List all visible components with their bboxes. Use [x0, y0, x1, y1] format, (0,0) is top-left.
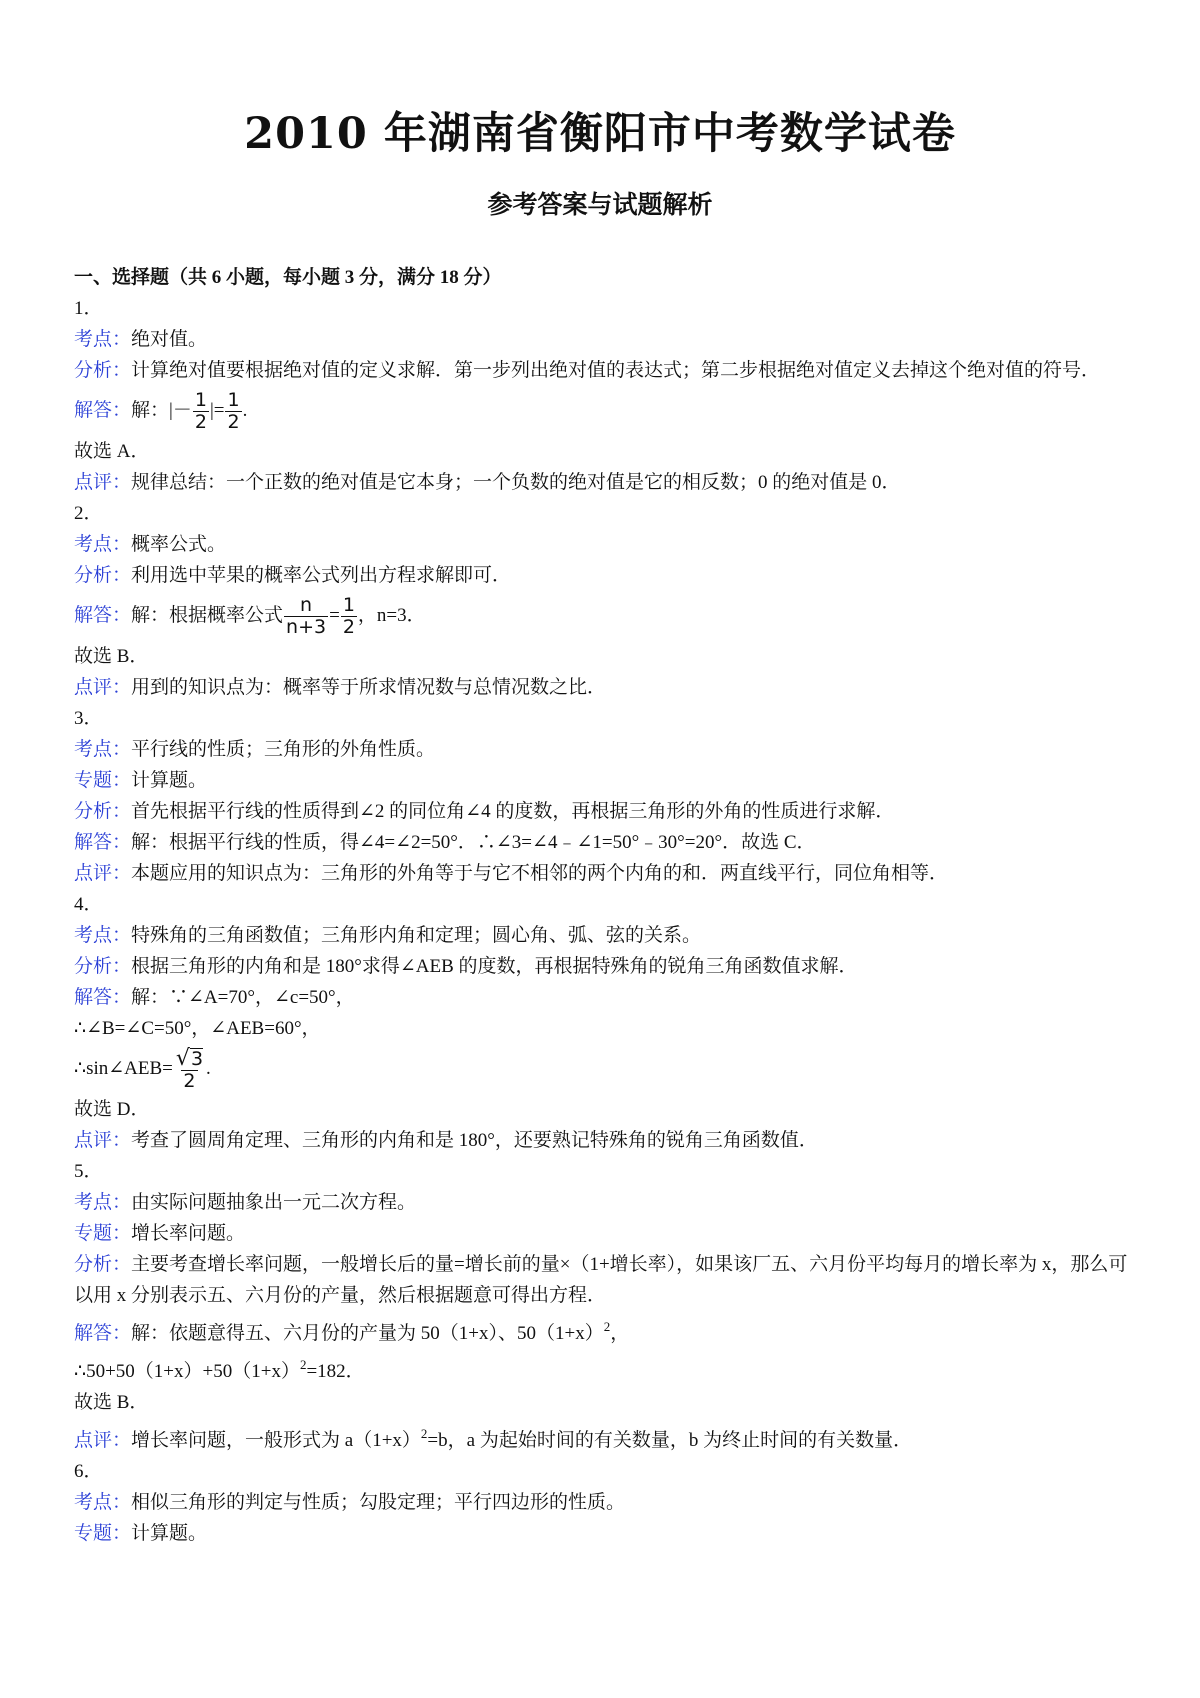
line-end: .: [206, 1058, 211, 1079]
dianping-text: 用到的知识点为：概率等于所求情况数与总情况数之比．: [131, 677, 607, 698]
equals-sign: =: [329, 605, 340, 626]
q2-answer: 故选 B．: [74, 646, 149, 667]
zhuanti-label: 专题：: [74, 1223, 132, 1244]
q4-dianping: [74, 1125, 1144, 1156]
jieda-label: 解答：: [74, 1323, 132, 1344]
fraction-numerator: 1: [342, 594, 355, 617]
jieda-end: .: [242, 400, 248, 421]
kaodian-label: 考点：: [74, 329, 132, 350]
fenxi-label: 分析：: [74, 956, 132, 977]
fenxi-label: 分析：: [74, 801, 132, 822]
jieda-label: 解答：: [74, 987, 132, 1008]
q6-zhuanti: [74, 1518, 1144, 1549]
q5-jieda-line-2: [74, 1349, 1144, 1387]
kaodian-text: 绝对值。: [131, 329, 208, 350]
q2-jieda: [74, 591, 1144, 641]
q2-kaodian: [74, 529, 1144, 560]
dianping-text-end: =b，a 为起始时间的有关数量，b 为终止时间的有关数量．: [427, 1430, 913, 1451]
q1-fenxi: [74, 355, 1144, 386]
kaodian-text: 概率公式。: [131, 534, 227, 555]
kaodian-label: 考点：: [74, 1492, 132, 1513]
fenxi-text: 利用选中苹果的概率公式列出方程求解即可．: [131, 565, 512, 586]
q2-dianping: [74, 672, 1144, 703]
dianping-label: 点评：: [74, 1430, 132, 1451]
zhuanti-text: 计算题。: [131, 1523, 208, 1544]
dianping-label: 点评：: [74, 472, 132, 493]
zhuanti-text: 增长率问题。: [131, 1223, 246, 1244]
q5-zhuanti: [74, 1218, 1144, 1249]
exponent: 2: [420, 1426, 428, 1441]
q3-jieda: [74, 827, 1144, 858]
jieda-label: 解答：: [74, 832, 132, 853]
jieda-prefix: 解：: [131, 400, 170, 421]
fraction: [193, 390, 209, 433]
q2-fenxi: [74, 560, 1144, 591]
fenxi-label: 分析：: [74, 565, 132, 586]
sin-prefix: ∴sin∠AEB=: [74, 1058, 173, 1079]
dianping-label: 点评：: [74, 863, 132, 884]
q3-zhuanti: [74, 765, 1144, 796]
equation-text: ∴50+50（1+x）+50（1+x）: [74, 1361, 300, 1382]
q4-jieda: [74, 982, 1144, 1013]
dianping-text: 考查了圆周角定理、三角形的内角和是 180°，还要熟记特殊角的锐角三角函数值．: [131, 1130, 818, 1151]
q3-fenxi: [74, 796, 1144, 827]
fenxi-text: 首先根据平行线的性质得到∠2 的同位角∠4 的度数，再根据三角形的外角的性质进行求解．: [131, 801, 895, 822]
exponent: 2: [603, 1319, 611, 1334]
fraction-numerator: n: [300, 594, 313, 617]
dianping-text: 规律总结：一个正数的绝对值是它本身；一个负数的绝对值是它的相反数；0 的绝对值是 0．: [131, 472, 901, 493]
q4-answer: 故选 D．: [74, 1099, 150, 1120]
kaodian-label: 考点：: [74, 739, 132, 760]
fraction-denominator: 2: [342, 616, 355, 639]
dianping-label: 点评：: [74, 677, 132, 698]
fenxi-text: 计算绝对值要根据绝对值的定义求解．第一步列出绝对值的表达式；第二步根据绝对值定义去掉这个绝对值的符号．: [131, 360, 1101, 381]
document-title: 2010 年湖南省衡阳市中考数学试卷: [244, 109, 956, 159]
document-subtitle: 参考答案与试题解析: [487, 190, 713, 219]
q4-jieda-line-2: ∴∠B=∠C=50°，∠AEB=60°，: [74, 1018, 321, 1039]
jieda-label: 解答：: [74, 400, 132, 421]
fraction-denominator: n+3: [286, 616, 327, 639]
kaodian-label: 考点：: [74, 534, 132, 555]
fenxi-text: 主要考查增长率问题，一般增长后的量=增长前的量×（1+增长率），如果该厂五、六月份平均每月的增长率为 x，那么可以用 x 分别表示五、六月份的产量，然后根据题意可得出方程．: [74, 1254, 1128, 1306]
kaodian-label: 考点：: [74, 925, 132, 946]
exponent: 2: [299, 1357, 307, 1372]
q5-kaodian: [74, 1187, 1144, 1218]
fraction: [174, 1045, 205, 1092]
kaodian-text: 特殊角的三角函数值；三角形内角和定理；圆心角、弧、弦的关系。: [131, 925, 702, 946]
zhuanti-text: 计算题。: [131, 770, 208, 791]
question-6-number: 6．: [74, 1461, 103, 1482]
q5-dianping: [74, 1418, 1144, 1456]
q1-kaodian: [74, 324, 1144, 355]
question-1-number: 1．: [74, 298, 103, 319]
section-heading: 一、选择题（共 6 小题，每小题 3 分，满分 18 分）: [74, 267, 502, 288]
jieda-prefix: 解：根据概率公式: [131, 605, 284, 626]
q5-jieda: [74, 1311, 1144, 1349]
q1-dianping: [74, 467, 1144, 498]
q3-kaodian: [74, 734, 1144, 765]
equation-text-end: =182．: [306, 1361, 365, 1382]
fraction: [225, 390, 241, 433]
jieda-text: 解：依题意得五、六月份的产量为 50（1+x）、50（1+x）: [131, 1323, 604, 1344]
abs-left: |－: [169, 400, 192, 421]
abs-right: |=: [209, 400, 225, 421]
jieda-text: 解：根据平行线的性质，得∠4=∠2=50°．∴∠3=∠4﹣∠1=50°﹣30°=20°．故选 C．: [131, 832, 816, 853]
fenxi-label: 分析：: [74, 360, 132, 381]
kaodian-label: 考点：: [74, 1192, 132, 1213]
jieda-text-end: ，: [610, 1323, 630, 1344]
kaodian-text: 由实际问题抽象出一元二次方程。: [131, 1192, 417, 1213]
q5-answer: 故选 B．: [74, 1392, 149, 1413]
fraction-numerator: 1: [194, 389, 207, 412]
dianping-label: 点评：: [74, 1130, 132, 1151]
question-4-number: 4．: [74, 894, 103, 915]
kaodian-text: 平行线的性质；三角形的外角性质。: [131, 739, 436, 760]
q3-dianping: [74, 858, 1144, 889]
q1-answer: 故选 A．: [74, 441, 150, 462]
fraction-denominator: 2: [183, 1069, 196, 1092]
fraction: [341, 595, 357, 638]
fraction: [284, 595, 328, 638]
q5-fenxi: [74, 1249, 1144, 1311]
fenxi-label: 分析：: [74, 1254, 132, 1275]
jieda-end: ，n=3．: [357, 605, 426, 626]
jieda-label: 解答：: [74, 605, 132, 626]
dianping-text: 增长率问题，一般形式为 a（1+x）: [131, 1430, 421, 1451]
dianping-text: 本题应用的知识点为：三角形的外角等于与它不相邻的两个内角的和．两直线平行，同位角相等．: [131, 863, 949, 884]
q1-jieda: [74, 386, 1144, 436]
sqrt-icon: √: [175, 1045, 190, 1071]
document-body: [74, 262, 1144, 1549]
zhuanti-label: 专题：: [74, 770, 132, 791]
q4-kaodian: [74, 920, 1144, 951]
q4-fenxi: [74, 951, 1144, 982]
kaodian-text: 相似三角形的判定与性质；勾股定理；平行四边形的性质。: [131, 1492, 626, 1513]
fraction-denominator: 2: [227, 411, 240, 434]
question-3-number: 3．: [74, 708, 103, 729]
fraction-denominator: 2: [194, 411, 207, 434]
fenxi-text: 根据三角形的内角和是 180°求得∠AEB 的度数，再根据特殊角的锐角三角函数值求解．: [131, 956, 858, 977]
fraction-numerator: 1: [227, 389, 240, 412]
question-2-number: 2．: [74, 503, 103, 524]
zhuanti-label: 专题：: [74, 1523, 132, 1544]
sqrt-radicand: 3: [190, 1047, 204, 1070]
q4-jieda-line-3: [74, 1044, 1144, 1094]
jieda-text: 解：∵∠A=70°，∠c=50°，: [131, 987, 355, 1008]
q6-kaodian: [74, 1487, 1144, 1518]
fraction-numerator: [174, 1045, 205, 1071]
question-5-number: 5．: [74, 1161, 103, 1182]
